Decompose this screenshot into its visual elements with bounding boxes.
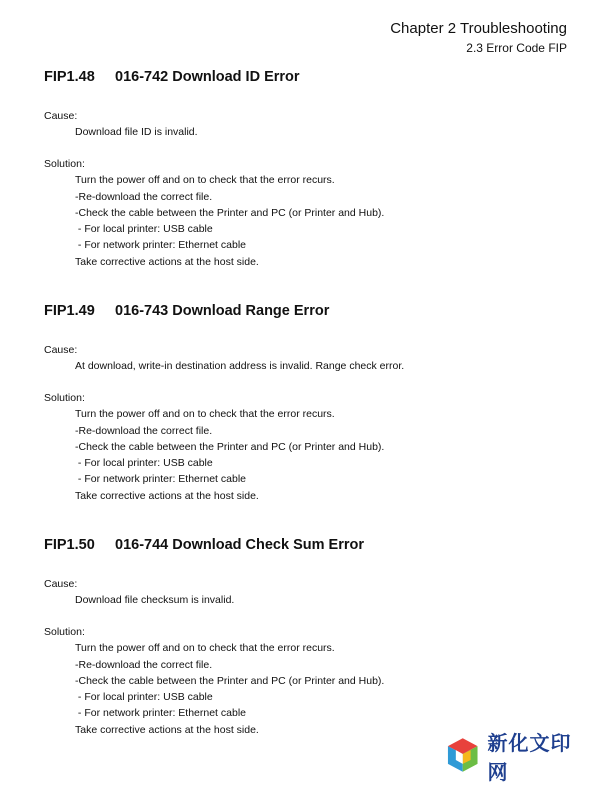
solution-label: Solution: — [44, 392, 85, 405]
fip-section — [44, 68, 564, 270]
cause-text: At download, write-in destination address is invalid. Range check error. — [75, 360, 405, 372]
cause-label: Cause: — [44, 578, 78, 590]
solution-step: -Check the cable between the Printer and PC (or Printer and Hub). — [75, 206, 385, 219]
cause-label: Cause: — [44, 344, 78, 356]
solution-step: Take corrective actions at the host side. — [75, 255, 259, 268]
fip-section — [44, 536, 564, 738]
solution-step: Take corrective actions at the host side. — [75, 723, 259, 736]
solution-step: - For network printer: Ethernet cable — [75, 473, 246, 486]
section-title: 2.3 Error Code FIP — [466, 41, 567, 55]
cause-label: Cause: — [44, 110, 78, 122]
cause-text: Download file ID is invalid. — [75, 126, 198, 138]
solution-step: Turn the power off and on to check that the error recurs. — [75, 642, 335, 655]
solution-step: - For network printer: Ethernet cable — [75, 707, 246, 720]
fip-heading — [44, 536, 564, 554]
solution-step: -Check the cable between the Printer and PC (or Printer and Hub). — [75, 674, 385, 687]
solution-step: - For network printer: Ethernet cable — [75, 239, 246, 252]
fip-number: FIP1.50 — [44, 537, 95, 553]
fip-number: FIP1.48 — [44, 69, 95, 85]
solution-step: - For local printer: USB cable — [75, 691, 213, 704]
fip-title: 016-743 Download Range Error — [115, 303, 330, 319]
fip-section — [44, 302, 564, 504]
fip-heading — [44, 68, 564, 86]
solution-step: -Check the cable between the Printer and PC (or Printer and Hub). — [75, 440, 385, 453]
solution-step: Take corrective actions at the host side. — [75, 489, 259, 502]
colorful-cube-logo-icon — [444, 736, 481, 776]
chapter-title: Chapter 2 Troubleshooting — [390, 20, 567, 37]
solution-step: Turn the power off and on to check that the error recurs. — [75, 174, 335, 187]
fip-heading — [44, 302, 564, 320]
page-header — [390, 20, 567, 56]
solution-label: Solution: — [44, 626, 85, 639]
watermark — [444, 731, 591, 784]
cause-text: Download file checksum is invalid. — [75, 594, 235, 606]
solution-step: -Re-download the correct file. — [75, 658, 213, 671]
fip-number: FIP1.49 — [44, 303, 95, 319]
fip-title: 016-744 Download Check Sum Error — [115, 537, 364, 553]
solution-step: - For local printer: USB cable — [75, 223, 213, 236]
fip-title: 016-742 Download ID Error — [115, 69, 300, 85]
watermark-text: 新化文印网 — [487, 731, 572, 784]
solution-label: Solution: — [44, 158, 85, 171]
solution-step: -Re-download the correct file. — [75, 190, 213, 203]
solution-step: -Re-download the correct file. — [75, 424, 213, 437]
solution-step: - For local printer: USB cable — [75, 457, 213, 470]
solution-step: Turn the power off and on to check that the error recurs. — [75, 408, 335, 421]
